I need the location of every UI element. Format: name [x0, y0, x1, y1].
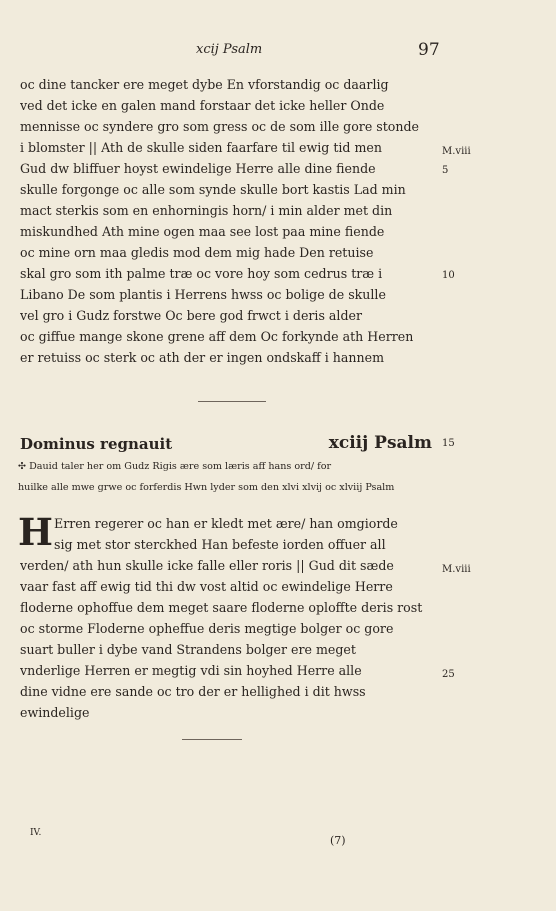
margin-line-number: 25	[442, 669, 455, 680]
section-divider	[182, 739, 242, 740]
text-line: Libano De som plantis i Herrens hwss oc bolige de skulle	[20, 287, 386, 302]
margin-line-number: 10	[442, 270, 455, 281]
text-line: skulle forgonge oc alle som synde skulle bort kastis Lad min	[20, 182, 406, 197]
text-line: vaar fast aff ewig tid thi dw vost altid oc ewindelige Herre	[20, 579, 393, 594]
text-line: mact sterkis som en enhorningis horn/ i min alder met din	[20, 203, 393, 218]
text-line: skal gro som ith palme træ oc vore hoy som cedrus træ i	[20, 266, 383, 281]
section-divider	[198, 401, 266, 402]
text-line: Gud dw bliffuer hoyst ewindelige Herre alle dine fiende	[20, 161, 376, 176]
text-line: oc giffue mange skone grene aff dem Oc forkynde ath Herren	[20, 329, 414, 344]
text-line: floderne ophoffue dem meget saare floderne oploffte deris rost	[20, 600, 423, 615]
page-number: 97	[418, 40, 440, 60]
drop-capital: H	[18, 510, 53, 554]
signature-mark: IV.	[30, 828, 42, 838]
psalm-number-title: xciij Psalm	[328, 433, 432, 453]
running-head	[0, 42, 556, 62]
margin-note: M.viii	[442, 146, 471, 157]
text-line: er retuiss oc sterk oc ath der er ingen ondskaff i hannem	[20, 350, 385, 365]
psalm-heading	[20, 433, 432, 457]
text-line: mennisse oc syndere gro som gress oc de som ille gore stonde	[20, 119, 420, 134]
margin-line-number: 15	[442, 438, 455, 449]
latin-title: Dominus regnauit	[20, 435, 173, 453]
running-head-title: xcij Psalm	[196, 42, 263, 57]
text-line: oc storme Floderne opheffue deris megtige bolger oc gore	[20, 621, 394, 636]
psalm-summary-line: huilke alle mwe grwe oc forferdis Hwn lyder som den xlvi xlvij oc xlviij Psalm	[18, 482, 395, 493]
text-line: oc dine tancker ere meget dybe En vforstandig oc daarlig	[20, 77, 389, 92]
text-line: ved det icke en galen mand forstaar det icke heller Onde	[20, 98, 385, 113]
text-line: dine vidne ere sande oc tro der er hellighed i dit hwss	[20, 684, 366, 699]
text-line: vnderlige Herren er megtig vdi sin hoyhed Herre alle	[20, 663, 362, 678]
text-line: i blomster || Ath de skulle siden faarfare til ewig tid men	[20, 140, 382, 155]
text-line: oc mine orn maa gledis mod dem mig hade Den retuise	[20, 245, 374, 260]
gathering-mark: (7)	[330, 834, 346, 847]
text-line: suart buller i dybe vand Strandens bolger ere meget	[20, 642, 356, 657]
text-line: ewindelige	[20, 705, 90, 720]
text-line: vel gro i Gudz forstwe Oc bere god frwct i deris alder	[20, 308, 362, 323]
margin-line-number: 5	[442, 165, 449, 176]
psalm-summary-line: ✣ Dauid taler her om Gudz Rigis ære som læris aff hans ord/ for	[18, 461, 332, 472]
margin-note: M.viii	[442, 564, 471, 575]
text-line: verden/ ath hun skulle icke falle eller roris || Gud dit sæde	[20, 558, 394, 573]
text-line: sig met stor sterckhed Han befeste iorden offuer all	[54, 537, 386, 552]
psalm-92-text	[20, 77, 432, 373]
text-line: Erren regerer oc han er kledt met ære/ han omgiorde	[54, 516, 398, 531]
psalm-93-text	[18, 510, 432, 726]
text-line: miskundhed Ath mine ogen maa see lost paa mine fiende	[20, 224, 385, 239]
